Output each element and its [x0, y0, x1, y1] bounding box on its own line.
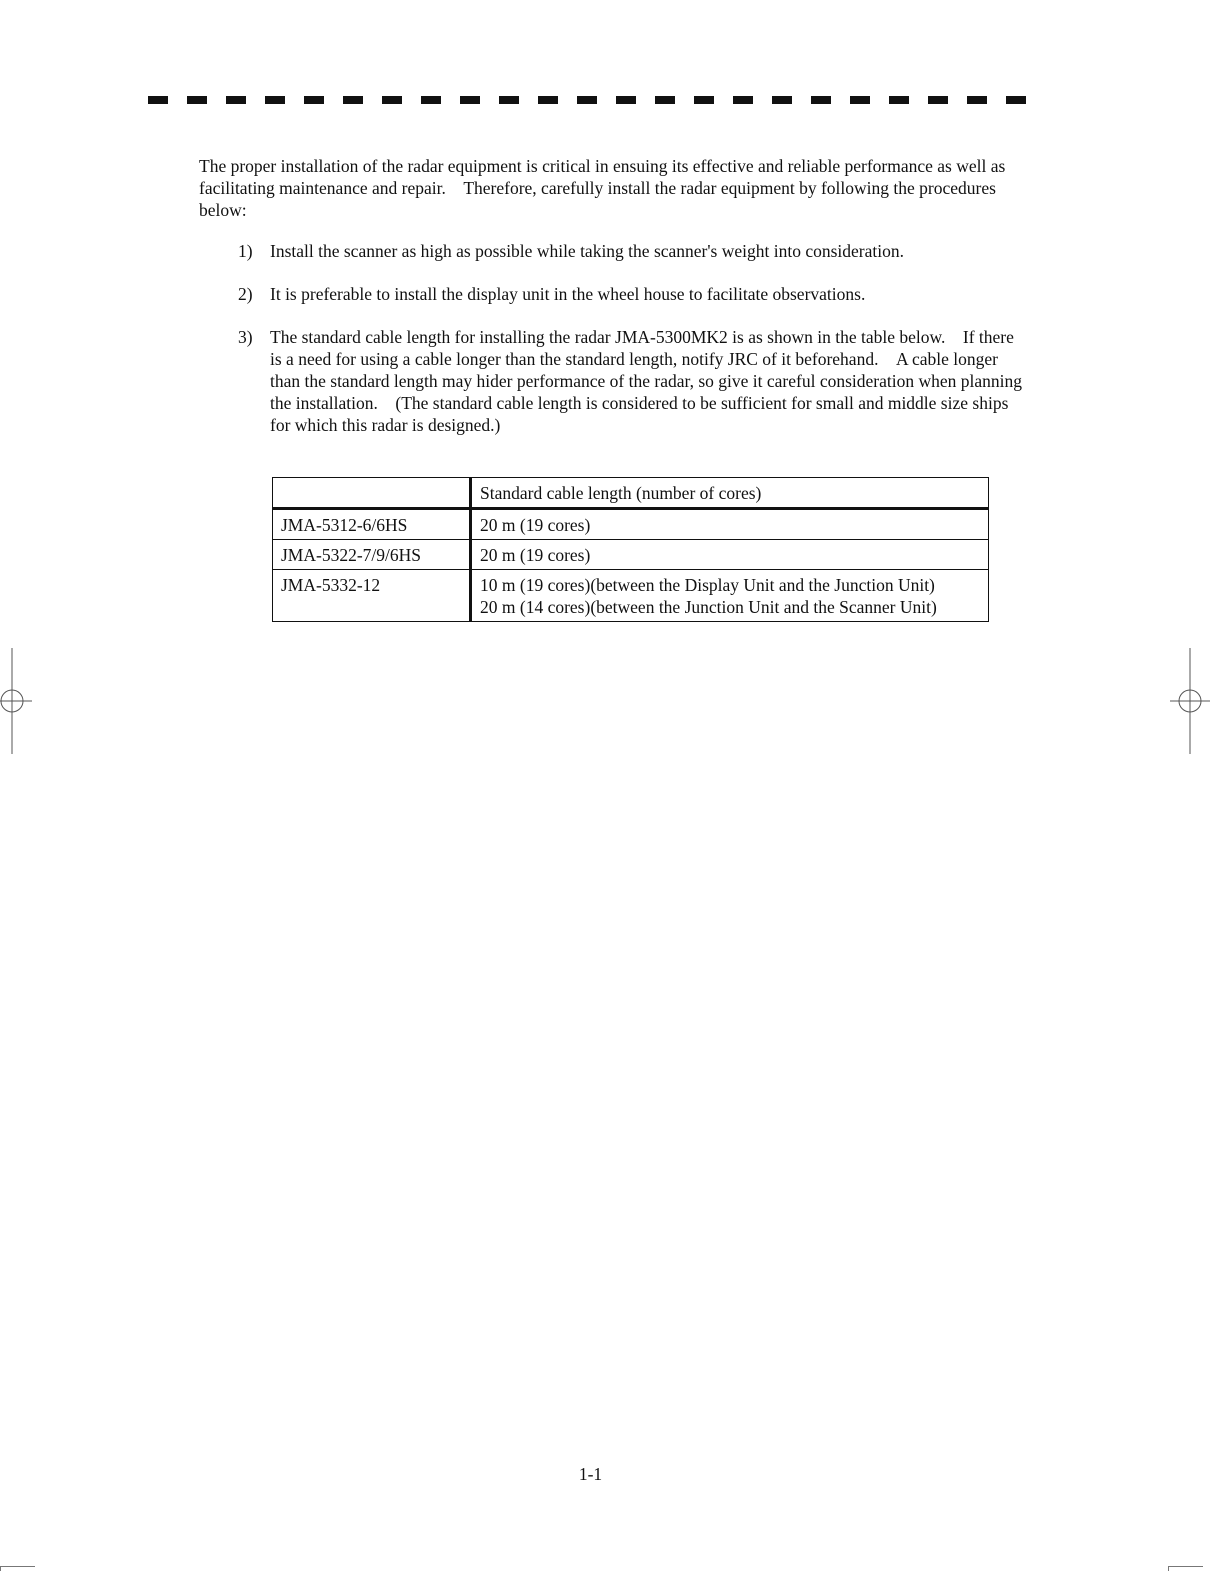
step-text: Install the scanner as high as possible while taking the scanner's weight into consideration. — [270, 241, 904, 261]
crop-mark-icon — [1168, 1566, 1203, 1571]
length-line: 10 m (19 cores)(between the Display Unit and the Junction Unit) — [480, 575, 935, 595]
model-cell: JMA-5312-6/6HS — [273, 509, 471, 540]
registration-mark-icon — [0, 648, 32, 754]
length-line: 20 m (14 cores)(between the Junction Unit and the Scanner Unit) — [480, 597, 937, 617]
page-number: 1-1 — [578, 1464, 603, 1484]
cable-length-table — [272, 477, 989, 622]
header-cable-length: Standard cable length (number of cores) — [471, 478, 989, 509]
step-number: 3) — [238, 327, 253, 347]
length-line: 20 m (19 cores) — [480, 515, 591, 535]
step-text: It is preferable to install the display unit in the wheel house to facilitate observations. — [270, 284, 866, 304]
step-item — [238, 326, 1028, 436]
step-number: 1) — [238, 241, 253, 261]
step-item — [238, 283, 1028, 305]
dashed-header-rule — [148, 96, 1028, 104]
crop-mark-icon — [0, 1566, 35, 1571]
table-row — [273, 540, 989, 570]
step-number: 2) — [238, 284, 253, 304]
registration-mark-icon — [1170, 648, 1210, 754]
step-item — [238, 240, 1028, 262]
header-blank-cell — [273, 478, 471, 509]
length-cell — [471, 540, 989, 570]
intro-paragraph: The proper installation of the radar equipment is critical in ensuing its effective and reliable performance as well as facilitating maintenance and repair. Therefore, carefully install the radar equipment by following the procedures below: — [199, 156, 1006, 220]
installation-steps — [238, 240, 1028, 457]
table-header-row — [273, 478, 989, 509]
table-row — [273, 509, 989, 540]
length-line: 20 m (19 cores) — [480, 545, 591, 565]
model-cell: JMA-5322-7/9/6HS — [273, 540, 471, 570]
step-text: The standard cable length for installing the radar JMA-5300MK2 is as shown in the table below. If there is a need for using a cable longer than the standard length, notify JRC of it beforehand. A cable longer than the standard length may hider performance of the radar, so give it careful consideration when planning the installation. (The standard cable length is considered to be sufficient for small and middle size ships for which this radar is designed.) — [270, 327, 1023, 435]
model-cell: JMA-5332-12 — [273, 570, 471, 622]
length-cell — [471, 570, 989, 622]
table-row — [273, 570, 989, 622]
length-cell — [471, 509, 989, 540]
